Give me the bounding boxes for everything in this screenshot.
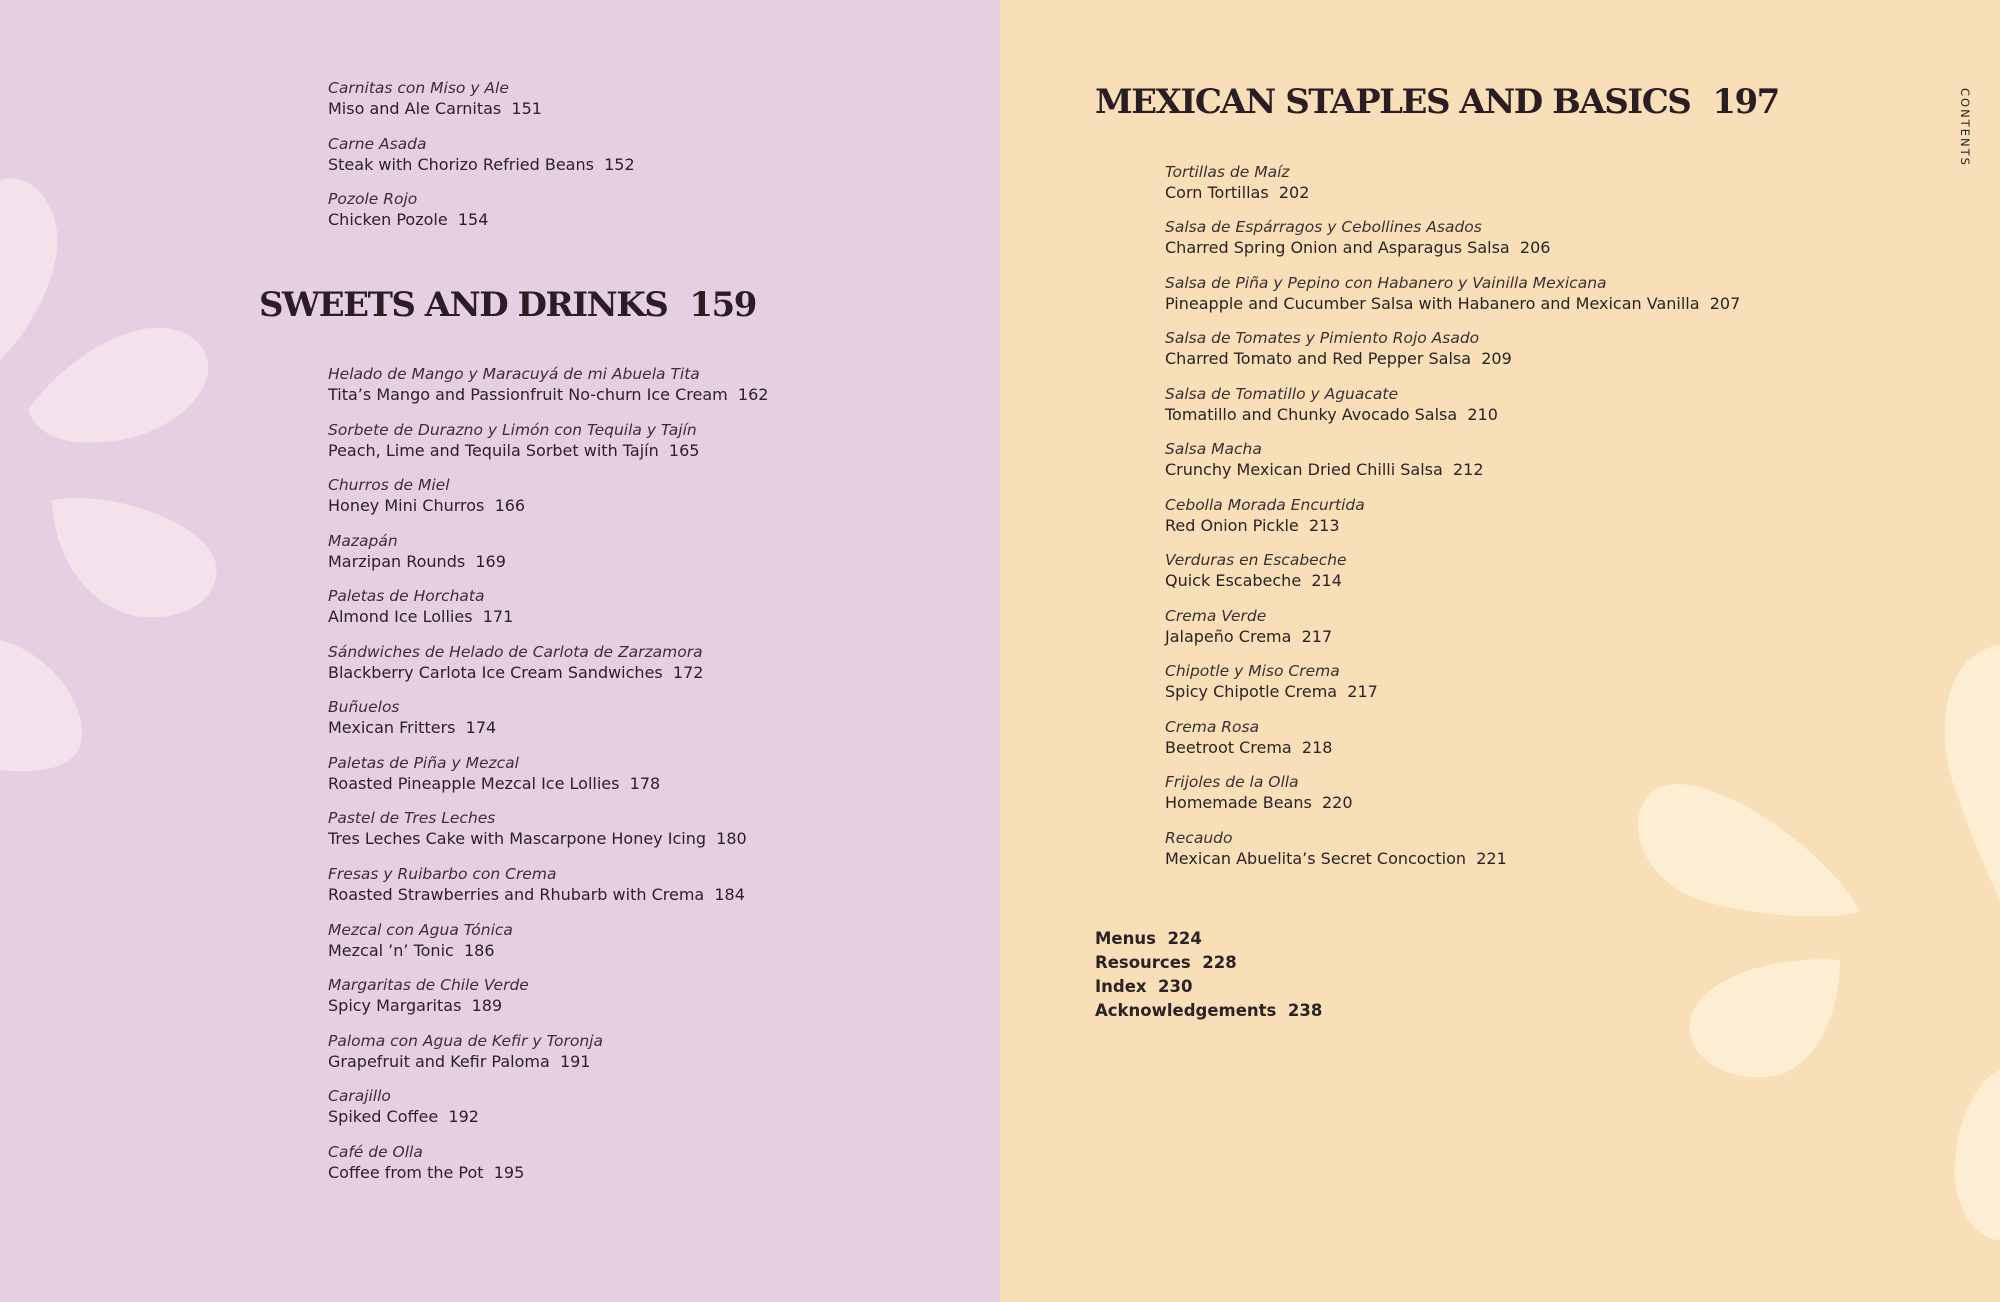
spanish-title: Paloma con Agua de Kefir y Toronja (328, 1032, 603, 1050)
english-title-line (328, 551, 506, 573)
english-title-line (1165, 182, 1309, 204)
page-number: 218 (1301, 738, 1333, 757)
spanish-title: Paletas de Horchata (328, 587, 485, 605)
english-title: Quick Escabeche (1165, 571, 1302, 590)
toc-entry[interactable] (328, 586, 513, 628)
page-number: 154 (457, 210, 489, 229)
toc-entry[interactable] (1165, 772, 1353, 814)
spanish-title: Salsa de Tomatillo y Aguacate (1165, 385, 1398, 403)
page-number: 172 (672, 663, 704, 682)
english-title-line (1165, 570, 1347, 592)
toc-entry[interactable] (1165, 661, 1378, 703)
right-page (1000, 0, 2000, 1302)
english-title-line (1165, 681, 1378, 703)
page-number: 210 (1467, 405, 1498, 424)
english-title: Red Onion Pickle (1165, 516, 1299, 535)
toc-entry[interactable] (328, 531, 506, 573)
page-number: 213 (1308, 516, 1340, 535)
english-title-line (328, 995, 529, 1017)
back-matter-label: Resources (1095, 953, 1191, 972)
page-number: 191 (559, 1052, 591, 1071)
english-title: Almond Ice Lollies (328, 607, 473, 626)
english-title: Mexican Abuelita’s Secret Concoction (1165, 849, 1467, 868)
toc-entry[interactable] (1165, 828, 1507, 870)
toc-entry[interactable] (328, 1031, 603, 1073)
english-title-line (328, 384, 768, 406)
toc-entry[interactable] (1165, 495, 1365, 537)
english-title: Chicken Pozole (328, 210, 448, 229)
toc-entry[interactable] (328, 364, 768, 406)
flower-petals-decoration (1000, 0, 2000, 1302)
english-title-line (1165, 792, 1353, 814)
spanish-title: Salsa de Piña y Pepino con Habanero y Vainilla Mexicana (1165, 274, 1607, 292)
page-number: 228 (1202, 953, 1237, 972)
section-page-number: 159 (689, 285, 756, 325)
english-title-line (328, 717, 496, 739)
section-heading-mexican-staples (1095, 81, 1779, 123)
english-title: Corn Tortillas (1165, 183, 1269, 202)
english-title-line (328, 606, 513, 628)
toc-entry[interactable] (1165, 717, 1332, 759)
english-title: Roasted Pineapple Mezcal Ice Lollies (328, 774, 620, 793)
page-number: 171 (482, 607, 514, 626)
english-title: Miso and Ale Carnitas (328, 99, 502, 118)
page-number: 186 (463, 941, 495, 960)
english-title-line (328, 98, 542, 120)
section-title: MEXICAN STAPLES AND BASICS (1095, 82, 1691, 122)
spanish-title: Pozole Rojo (328, 190, 418, 208)
spanish-title: Salsa de Tomates y Pimiento Rojo Asado (1165, 329, 1480, 347)
page-number: 217 (1347, 682, 1378, 701)
english-title: Marzipan Rounds (328, 552, 466, 571)
toc-entry[interactable] (328, 189, 488, 231)
spanish-title: Café de Olla (328, 1143, 423, 1161)
page-number: 192 (448, 1107, 479, 1126)
page-number: 195 (493, 1163, 525, 1182)
page-number: 202 (1278, 183, 1310, 202)
spanish-title: Churros de Miel (328, 476, 450, 494)
page-number: 217 (1301, 627, 1333, 646)
english-title-line (1165, 293, 1740, 315)
toc-entry[interactable] (1165, 384, 1498, 426)
toc-entry[interactable] (328, 78, 542, 120)
english-title: Charred Tomato and Red Pepper Salsa (1165, 349, 1472, 368)
english-title-line (1165, 404, 1498, 426)
page-number: 206 (1519, 238, 1551, 257)
page-number: 166 (494, 496, 526, 515)
english-title: Jalapeño Crema (1165, 627, 1292, 646)
page-number: 207 (1709, 294, 1741, 313)
page-number: 212 (1452, 460, 1484, 479)
english-title: Beetroot Crema (1165, 738, 1292, 757)
spanish-title: Fresas y Ruibarbo con Crema (328, 865, 557, 883)
english-title: Roasted Strawberries and Rhubarb with Crema (328, 885, 705, 904)
english-title-line (1165, 626, 1332, 648)
english-title-line (328, 884, 745, 906)
spanish-title: Crema Rosa (1165, 718, 1260, 736)
toc-entry[interactable] (1165, 606, 1332, 648)
english-title-line (328, 495, 525, 517)
spanish-title: Salsa Macha (1165, 440, 1262, 458)
english-title: Mexican Fritters (328, 718, 456, 737)
spanish-title: Buñuelos (328, 698, 400, 716)
toc-entry[interactable] (1165, 439, 1484, 481)
page-number: 152 (604, 155, 635, 174)
toc-entry[interactable] (328, 808, 747, 850)
spanish-title: Pastel de Tres Leches (328, 809, 496, 827)
page-number: 165 (668, 441, 700, 460)
page-number: 178 (629, 774, 661, 793)
back-matter-label: Menus (1095, 929, 1156, 948)
section-page-number: 197 (1712, 82, 1779, 122)
toc-entry[interactable] (328, 420, 699, 462)
english-title: Spicy Margaritas (328, 996, 462, 1015)
page-number: 169 (475, 552, 506, 571)
toc-entry[interactable] (1165, 328, 1512, 370)
english-title-line (328, 662, 703, 684)
back-matter-item[interactable] (1095, 951, 1322, 975)
english-title: Charred Spring Onion and Asparagus Salsa (1165, 238, 1510, 257)
english-title: Tomatillo and Chunky Avocado Salsa (1165, 405, 1458, 424)
page-number: 209 (1481, 349, 1512, 368)
spanish-title: Sorbete de Durazno y Limón con Tequila y Tajín (328, 421, 697, 439)
english-title: Pineapple and Cucumber Salsa with Habanero and Mexican Vanilla (1165, 294, 1700, 313)
english-title-line (1165, 515, 1365, 537)
toc-entry[interactable] (328, 697, 496, 739)
english-title-line (328, 440, 699, 462)
toc-entry[interactable] (328, 864, 745, 906)
page-number: 220 (1322, 793, 1353, 812)
running-head: CONTENTS (1958, 88, 1972, 167)
english-title: Crunchy Mexican Dried Chilli Salsa (1165, 460, 1443, 479)
toc-entry[interactable] (1165, 550, 1347, 592)
english-title: Spiked Coffee (328, 1107, 439, 1126)
english-title: Coffee from the Pot (328, 1163, 484, 1182)
page-number: 238 (1287, 1001, 1323, 1020)
english-title: Blackberry Carlota Ice Cream Sandwiches (328, 663, 663, 682)
toc-entry[interactable] (328, 475, 525, 517)
english-title: Homemade Beans (1165, 793, 1312, 812)
spanish-title: Helado de Mango y Maracuyá de mi Abuela Tita (328, 365, 700, 383)
page-number: 221 (1476, 849, 1507, 868)
english-title-line (328, 828, 747, 850)
spanish-title: Salsa de Espárragos y Cebollines Asados (1165, 218, 1482, 236)
english-title-line (1165, 237, 1550, 259)
english-title: Honey Mini Churros (328, 496, 485, 515)
page-number: 189 (471, 996, 503, 1015)
english-title: Grapefruit and Kefir Paloma (328, 1052, 550, 1071)
english-title: Tres Leches Cake with Mascarpone Honey Icing (328, 829, 706, 848)
back-matter-item[interactable] (1095, 999, 1322, 1023)
english-title-line (1165, 848, 1507, 870)
spanish-title: Mezcal con Agua Tónica (328, 921, 513, 939)
toc-entry[interactable] (328, 642, 703, 684)
toc-entry[interactable] (328, 753, 660, 795)
toc-entry[interactable] (328, 134, 635, 176)
toc-entry[interactable] (328, 1142, 524, 1184)
toc-entry[interactable] (328, 920, 513, 962)
english-title-line (328, 773, 660, 795)
english-title-line (1165, 459, 1484, 481)
spanish-title: Tortillas de Maíz (1165, 163, 1290, 181)
back-matter-item[interactable] (1095, 975, 1322, 999)
page-number: 214 (1311, 571, 1342, 590)
toc-entry[interactable] (1165, 273, 1740, 315)
toc-entry[interactable] (1165, 162, 1309, 204)
spanish-title: Chipotle y Miso Crema (1165, 662, 1340, 680)
spanish-title: Carnitas con Miso y Ale (328, 79, 509, 97)
page-number: 174 (465, 718, 497, 737)
english-title-line (328, 209, 488, 231)
english-title: Spicy Chipotle Crema (1165, 682, 1338, 701)
back-matter-label: Index (1095, 977, 1147, 996)
back-matter-label: Acknowledgements (1095, 1001, 1277, 1020)
back-matter-item[interactable] (1095, 927, 1322, 951)
toc-entry[interactable] (328, 975, 529, 1017)
page-number: 224 (1167, 929, 1202, 948)
english-title: Tita’s Mango and Passionfruit No-churn Ice Cream (328, 385, 728, 404)
page-number: 180 (716, 829, 747, 848)
english-title: Peach, Lime and Tequila Sorbet with Tajín (328, 441, 659, 460)
spanish-title: Sándwiches de Helado de Carlota de Zarzamora (328, 643, 703, 661)
page-number: 184 (714, 885, 745, 904)
page-number: 230 (1158, 977, 1193, 996)
back-matter-list (1095, 927, 1322, 1023)
page-number: 151 (511, 99, 542, 118)
toc-entry[interactable] (328, 1086, 479, 1128)
english-title-line (328, 154, 635, 176)
english-title: Mezcal ’n’ Tonic (328, 941, 454, 960)
english-title-line (328, 1106, 479, 1128)
english-title-line (1165, 737, 1332, 759)
toc-entry[interactable] (1165, 217, 1550, 259)
page-number: 162 (737, 385, 769, 404)
spanish-title: Carajillo (328, 1087, 391, 1105)
spanish-title: Carne Asada (328, 135, 427, 153)
spanish-title: Paletas de Piña y Mezcal (328, 754, 519, 772)
spanish-title: Margaritas de Chile Verde (328, 976, 529, 994)
english-title-line (328, 1051, 603, 1073)
english-title: Steak with Chorizo Refried Beans (328, 155, 594, 174)
section-heading-sweets-and-drinks (259, 284, 756, 326)
spanish-title: Mazapán (328, 532, 398, 550)
spanish-title: Crema Verde (1165, 607, 1267, 625)
spanish-title: Frijoles de la Olla (1165, 773, 1299, 791)
english-title-line (328, 940, 513, 962)
english-title-line (328, 1162, 524, 1184)
spanish-title: Cebolla Morada Encurtida (1165, 496, 1365, 514)
english-title-line (1165, 348, 1512, 370)
section-title: SWEETS AND DRINKS (259, 285, 668, 325)
spanish-title: Verduras en Escabeche (1165, 551, 1347, 569)
spanish-title: Recaudo (1165, 829, 1233, 847)
